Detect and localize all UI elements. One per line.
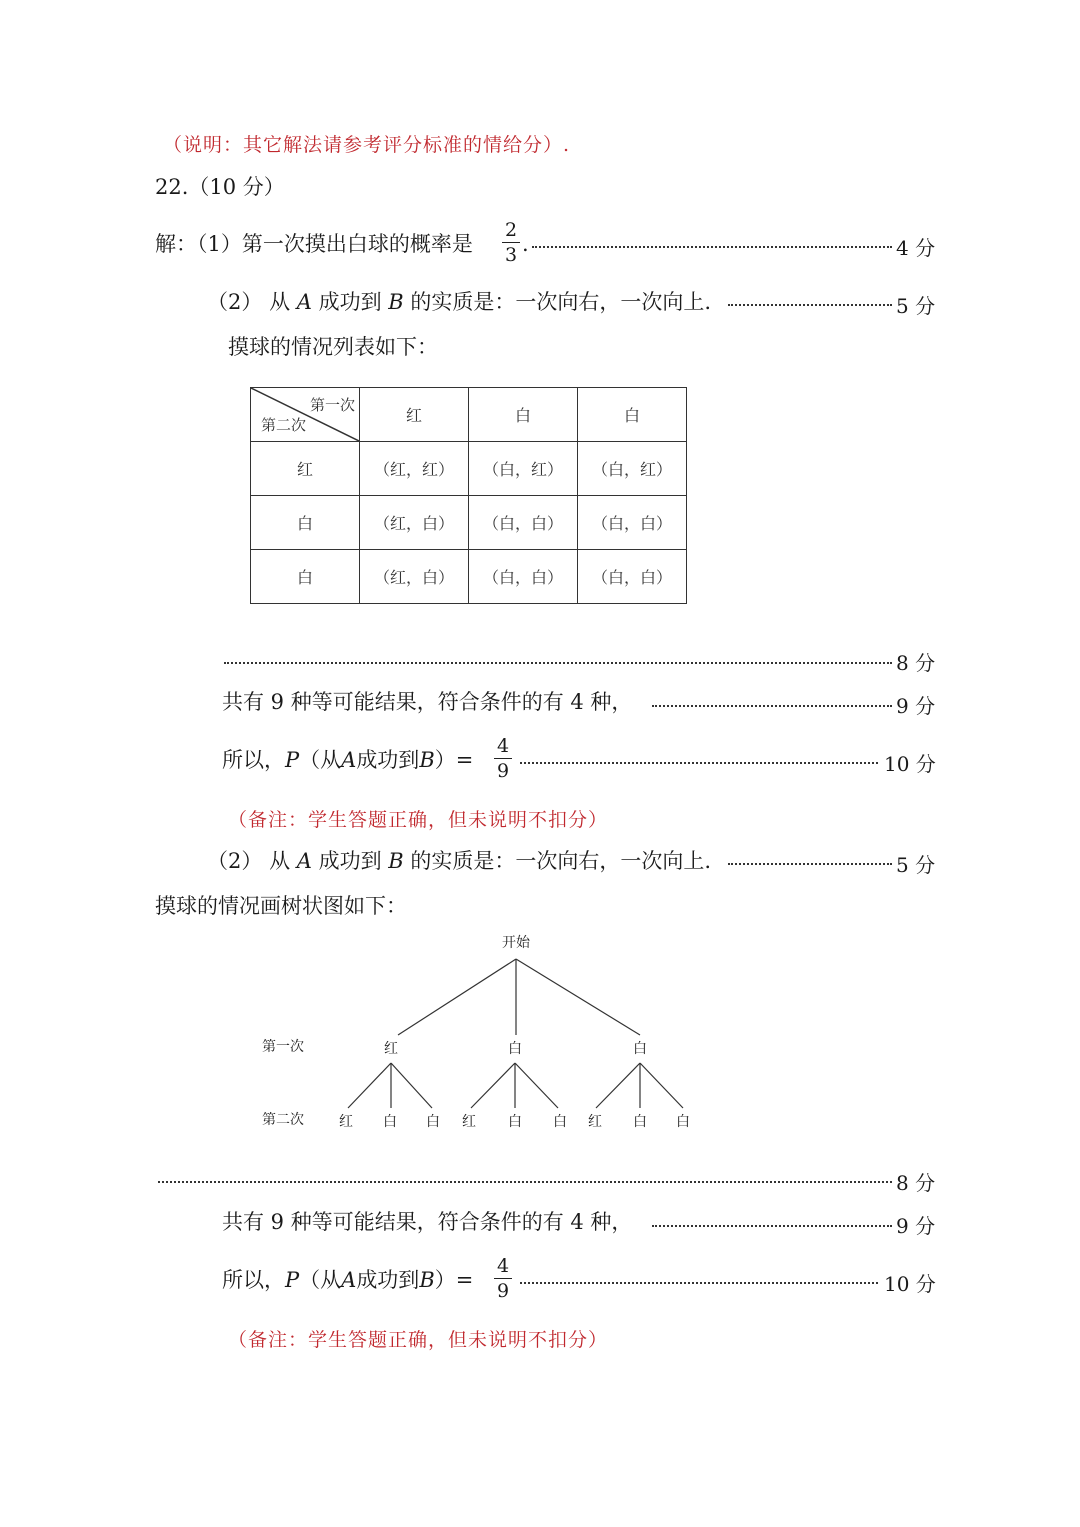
fraction-numerator: 4 (496, 735, 510, 757)
tree-node-level1: 白 (633, 1041, 647, 1057)
part2-statement (207, 288, 711, 316)
score-8: 8 分 (896, 1171, 936, 1195)
corner-second-draw: 第二次 (261, 416, 307, 434)
dotted-leader (728, 304, 892, 306)
tree-node-level2: 白 (426, 1114, 440, 1130)
dotted-leader (652, 1225, 892, 1227)
fraction-denominator: 9 (496, 760, 510, 782)
dotted-leader (532, 246, 892, 248)
tree-node-level2: 白 (553, 1114, 567, 1130)
table-cell: （红，白） (360, 550, 469, 604)
table-row (251, 496, 687, 550)
part2-text: 从 (269, 849, 291, 873)
prob-text: ）= (434, 748, 474, 772)
part1-period: . (522, 232, 529, 256)
point-b: B (388, 849, 404, 873)
tree-node-level1: 红 (384, 1041, 398, 1057)
column-header: 白 (578, 388, 687, 442)
dotted-leader (728, 863, 892, 865)
row-header: 白 (251, 550, 360, 604)
score-10: 10 分 (884, 1272, 936, 1296)
tree-node-level2: 红 (588, 1114, 602, 1130)
prob-text: 成功到 (356, 1268, 420, 1292)
tree-diagram (250, 925, 710, 1140)
score-5: 5 分 (896, 294, 936, 318)
probability-fraction (494, 1255, 512, 1302)
dotted-leader (520, 762, 878, 764)
score-8: 8 分 (896, 651, 936, 675)
table-cell: （白，白） (578, 550, 687, 604)
prob-prefix: 所以， (222, 1268, 285, 1292)
prob-symbol: P (285, 748, 300, 772)
fraction-bar (502, 242, 520, 243)
row-header: 红 (251, 442, 360, 496)
table-cell: （白，白） (578, 496, 687, 550)
remark-note: （备注：学生答题正确，但未说明不扣分） (228, 1329, 609, 1351)
dotted-leader (652, 705, 892, 707)
part1-text: 解：（1）第一次摸出白球的概率是 (155, 232, 473, 256)
prob-text: ）= (434, 1268, 474, 1292)
prob-prefix: 所以， (222, 748, 285, 772)
tree-node-level2: 白 (508, 1114, 522, 1130)
prob-text: （从 (299, 748, 342, 772)
tree-node-level2: 白 (633, 1114, 647, 1130)
part2-text: 成功到 (318, 849, 382, 873)
table-cell: （白，红） (469, 442, 578, 496)
table-cell: （白，白） (469, 550, 578, 604)
table-cell: （红，白） (360, 496, 469, 550)
score-10: 10 分 (884, 752, 936, 776)
tree-node-level2: 白 (676, 1114, 690, 1130)
part2-text: 的实质是：一次向右，一次向上. (410, 290, 712, 314)
point-b: B (419, 748, 435, 772)
level1-label: 第一次 (262, 1039, 304, 1055)
table-row (251, 442, 687, 496)
prob-symbol: P (285, 1268, 300, 1292)
prob-text: （从 (299, 1268, 342, 1292)
prob-text: 成功到 (356, 748, 420, 772)
part1-fraction (502, 219, 520, 266)
column-header: 红 (360, 388, 469, 442)
part2-statement (207, 847, 711, 875)
tree-root-label: 开始 (502, 935, 530, 951)
part2-text: 的实质是：一次向右，一次向上. (410, 849, 712, 873)
tree-edges (348, 959, 683, 1108)
score-9: 9 分 (896, 1214, 936, 1238)
count-line: 共有 9 种等可能结果，符合条件的有 4 种， (222, 1210, 633, 1234)
fraction-bar (494, 758, 512, 759)
part2-text: 从 (269, 290, 291, 314)
dotted-leader (520, 1282, 878, 1284)
score-9: 9 分 (896, 694, 936, 718)
probability-line (222, 746, 473, 774)
table-corner-cell (251, 388, 360, 442)
part2-label: （2） (207, 290, 263, 314)
point-a: A (341, 748, 357, 772)
corner-first-draw: 第一次 (309, 396, 355, 414)
point-a: A (296, 290, 312, 314)
tree-node-level2: 红 (462, 1114, 476, 1130)
fraction-numerator: 2 (504, 219, 518, 241)
table-row (251, 550, 687, 604)
point-b: B (388, 290, 404, 314)
remark-note: （备注：学生答题正确，但未说明不扣分） (228, 809, 609, 831)
outcome-table (250, 387, 687, 604)
column-header: 白 (469, 388, 578, 442)
score-4: 4 分 (896, 236, 936, 260)
score-5: 5 分 (896, 853, 936, 877)
dotted-leader (224, 662, 892, 664)
question-header: 22.（10 分） (155, 175, 285, 199)
tree-node-level2: 白 (383, 1114, 397, 1130)
count-line: 共有 9 种等可能结果，符合条件的有 4 种， (222, 690, 633, 714)
table-cell: （红，红） (360, 442, 469, 496)
row-header: 白 (251, 496, 360, 550)
point-a: A (341, 1268, 357, 1292)
fraction-denominator: 3 (504, 244, 518, 266)
fraction-numerator: 4 (496, 1255, 510, 1277)
part2-label: （2） (207, 849, 263, 873)
table-cell: （白，白） (469, 496, 578, 550)
level2-label: 第二次 (262, 1112, 304, 1128)
probability-line (222, 1266, 473, 1294)
tree-node-level2: 红 (339, 1114, 353, 1130)
tree-intro: 摸球的情况画树状图如下： (155, 894, 407, 918)
scoring-note: （说明：其它解法请参考评分标准的情给分）. (163, 134, 571, 156)
part2-text: 成功到 (318, 290, 382, 314)
probability-fraction (494, 735, 512, 782)
table-intro: 摸球的情况列表如下： (228, 335, 438, 359)
fraction-bar (494, 1278, 512, 1279)
fraction-denominator: 9 (496, 1280, 510, 1302)
point-a: A (296, 849, 312, 873)
dotted-leader (158, 1181, 892, 1183)
point-b: B (419, 1268, 435, 1292)
table-cell: （白，红） (578, 442, 687, 496)
tree-node-level1: 白 (508, 1041, 522, 1057)
